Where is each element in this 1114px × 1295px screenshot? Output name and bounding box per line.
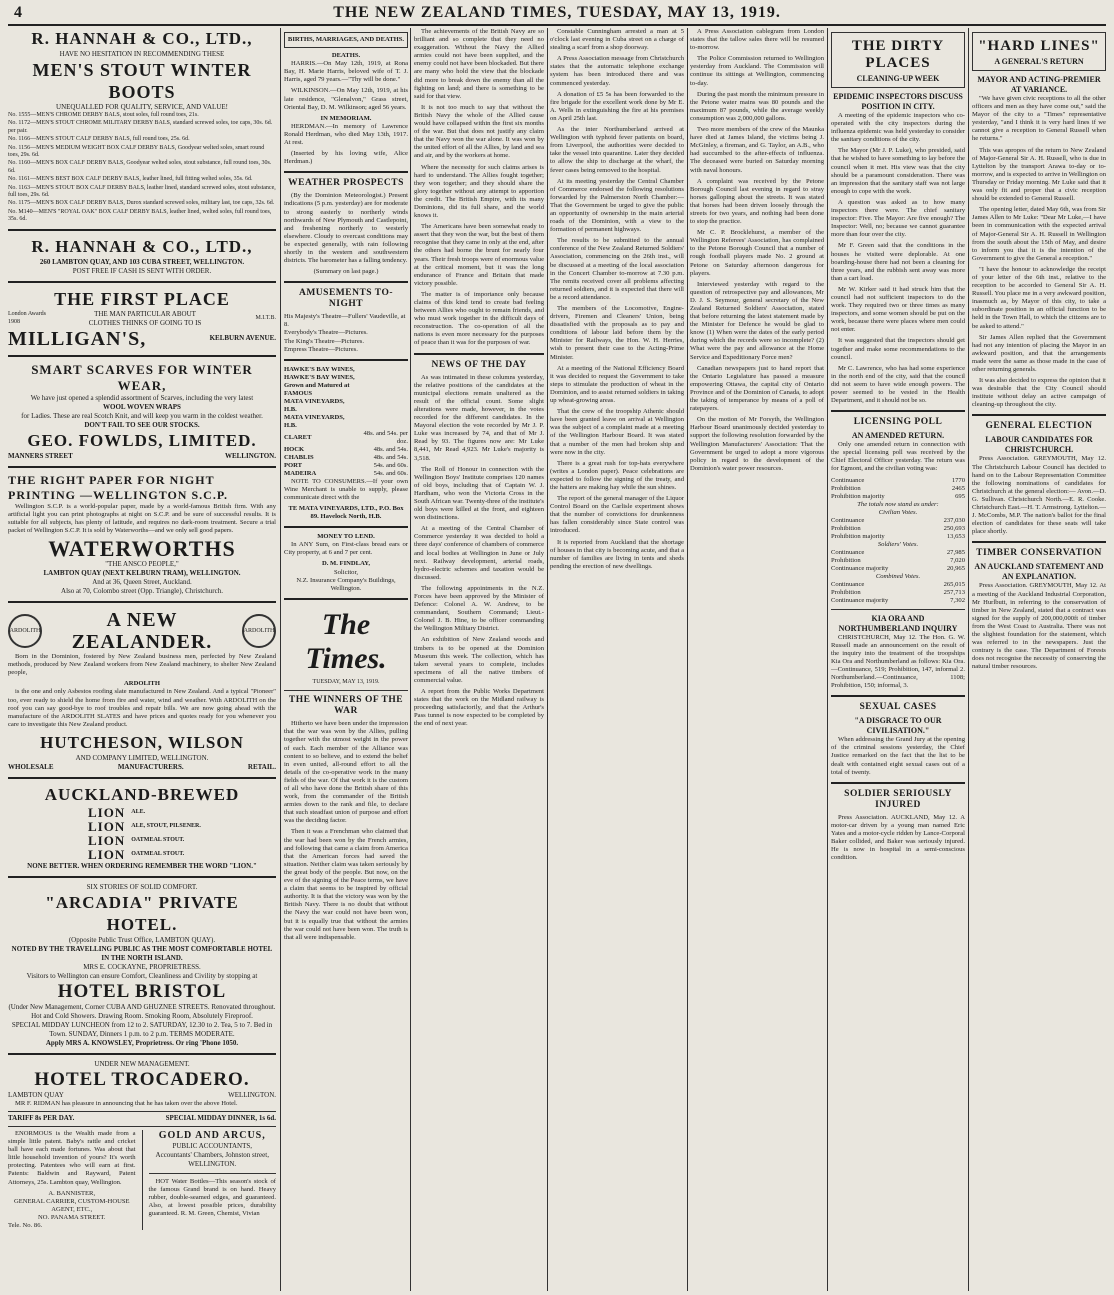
ardolith-body1: Born in the Dominion, fostered by New Zealand business men, perfected by New Zealand methods, produced by New Zealand workers from New Zealand machinery, to shelter New Zealand people, (8, 653, 276, 677)
hannah-item: No. 1555—MEN'S CHROME DERBY BALS, stout soles, full round toes, 21s. (8, 112, 199, 118)
soldier-body: Press Association. AUCKLAND, May 12. A motor-car driven by a young man named Eric Yates and a motor-cycle ridden by Lance-Corporal Baker collided, and Baker was seriously injured. He is now in hospital in a semi-conscious condition. (831, 813, 965, 862)
poll-row (831, 549, 965, 557)
news-paragraph: The members of the Locomotive, Engine-drivers, Firemen and Cleaners' Union, being dissatisfied with the proposals as to pay and conditions of labour laid before them by the Minister for Railways, the Hon. W. H. Herries, wish to present their case to the Acting-Prime Minister. (550, 305, 684, 361)
amusements-list (284, 313, 408, 353)
hannah-item: No. M140—MEN'S "ROYAL OAK" BOX CALF DERBY BALS, leather lined, welted soles, full round toes, 35s. 6d. (8, 208, 272, 223)
dirty-places-paragraph: The Mayor (Mr J. P. Luke), who presided, said that he wished to have something to lay before the council when it met. His view was that the city should be a paramount consideration. There was an impression that the sanitary staff was not large enough to cope with the work. (831, 147, 965, 195)
hannah-item: No. 1161—MEN'S BEST BOX CALF DERBY BALS, leather lined, full fitting welted soles, 35s. 6d. (8, 176, 253, 183)
hannah-item: No. 1163—MEN'S STOUT BOX CALF DERBY BALS, leather lined, standard screwed soles, stout substance, full toes, 29s. 6d. (8, 184, 276, 199)
election-body: Press Association. GREYMOUTH, May 12. The Christchurch Labour Council has decided to hand on to the Labour Representation Committee the following nominations of candidates for Christchurch at the general election:— Avon.—D. G. Sullivan. Christchurch North.—E. R. Cooke. Christchurch East.—H. T. Armstrong. Lyttelton.—J. McCombs, M.P. The nation's ballot for the final election of candidates for these seats will take place shortly. (972, 455, 1106, 536)
poll-value: 7,020 (950, 556, 965, 564)
poll-label: Continuance (831, 476, 865, 484)
trocadero-street: LAMBTON QUAY (8, 1090, 64, 1099)
milligan-row (8, 310, 276, 328)
waterworths-tagline: "THE ANSCO PEOPLE," (105, 560, 179, 569)
scarves-headline: SMART SCARVES FOR WINTER WEAR, (31, 361, 253, 393)
news-paragraph: The Police Commission returned to Wellington yesterday from Auckland. The Commission will continue its sittings at Wellington, commencing to-day. (690, 55, 824, 87)
timber-sub: AN AUCKLAND STATEMENT AND AN EXPLANATION. (974, 562, 1104, 582)
fowlds-name: GEO. FOWLDS, LIMITED. (27, 430, 257, 450)
poll-row (831, 509, 965, 517)
wine-price: 48s. and 54s. (373, 453, 408, 461)
lion-kind: ALE. (131, 809, 146, 816)
memoriam-notice: (Inserted by his loving wife, Alice Herdman.) (284, 150, 408, 166)
column-4-body (550, 28, 684, 571)
news-body (414, 374, 544, 729)
election-title: GENERAL ELECTION (985, 421, 1093, 432)
hannah-line2: UNEQUALLED FOR QUALITY, SERVICE, AND VALUE! (56, 103, 228, 111)
wine-row (284, 446, 408, 454)
news-paragraph: Constable Cunningham arrested a man at 5 o'clock last evening in Cuba street on a charge of stealing a scarf from a shop doorway. (550, 28, 684, 52)
poll-row (831, 565, 965, 573)
news-paragraph: Canadian newspapers just to hand report that the Ontario Legislature has passed a measure empowering Ottawa, the capital city of Ontario Province and of the Dominion of Canada, to adopt the taking of temperance by means of a poll of ratepayers. (690, 364, 824, 413)
poll-value: 7,302 (950, 596, 965, 604)
bristol-line2: SPECIAL MIDDAY LUNCHEON from 12 to 2. SATURDAY, 12.30 to 2. Tea, 5 to 7. Bed in Town. SUNDAY, Dinners 1 p.m. to 2 p.m. TERMS MODERATE. (11, 1020, 273, 1038)
editorial-continued (414, 28, 544, 348)
editorial-paragraph: Then it was a Frenchman who claimed that the war had been won by the French armies, and following that came a claim from America that the American forces had saved the situation. Neither claim was taken seriously by the great body of the people. But now, on the eve of the signing of the Peace terms, we have a claim that seems to be inspired by official authority. It is that the victory was won by the British Navy. There is no doubt that without the Navy the war could not have been won, but it is equally true that without the armies the war could not have been won. The truth is that all were indispensable. (284, 828, 408, 941)
trocadero-special: SPECIAL MIDDAY DINNER, 1s 6d. (165, 1114, 276, 1122)
hard-lines-subtitle: A GENERAL'S RETURN (994, 57, 1084, 66)
wine-price: 54s. and 60s. (373, 461, 408, 469)
poll-label: Continuance (831, 548, 865, 556)
wine-row (284, 390, 408, 398)
arcadia-line2: Visitors to Wellington can ensure Comfort, Cleanliness and Civility by stopping at (26, 971, 258, 980)
editorial-body (284, 720, 408, 942)
lion-word: LION (88, 804, 126, 820)
poll-row (831, 541, 965, 549)
news-paragraph: On the motion of Mr Forsyth, the Wellington Harbour Board unanimously decided yesterday to support the following resolution forwarded by the Wellington Manufacturers' Association: That the Government be urged to adopt a more vigorous policy in regard to the development of the Dominion's water power resources. (690, 416, 824, 472)
editorial-paragraph: The achievements of the British Navy are so brilliant and so complete that they need no exaggeration. Without the Navy the Allied armies could not have been supplied, and the enemy could not have been blockaded. But there are many who hold the view that the blockade did more to break down the enemy than all the fighting on land; and there is something to be said for that view. (414, 28, 544, 100)
arcadia-line1: NOTED BY THE TRAVELLING PUBLIC AS THE MOST COMFORTABLE HOTEL IN THE NORTH ISLAND. (11, 944, 273, 962)
dirty-places-paragraph: Mr C. Lawrence, who has had some experience in the north end of the city, said that the council did not seem to have wide enough powers. The power seemed to be vested in the Health Department, and it should not be so. (831, 364, 965, 405)
lion-word: LION (88, 846, 126, 862)
trocadero-tariff: TARIFF 8s PER DAY. (8, 1114, 75, 1122)
ardolith-badge-right: ARDOLITH (242, 614, 276, 648)
poll-value: 237,030 (943, 516, 965, 524)
fowlds-city: WELLINGTON. (224, 451, 276, 460)
column-ads (8, 28, 276, 1291)
poll-label: Prohibition majority (831, 492, 885, 500)
poll-value: 27,985 (946, 548, 965, 556)
poll-label: Prohibition (831, 588, 861, 596)
news-paragraph: The results to be submitted to the annual conference of the New Zealand Returned Soldiers' Association, commencing on the 26th inst., will be discussed at a meeting of the local association in the Concert Chamber to-morrow at 7.30 p.m. The remits received cover all problems affecting returned soldiers, and it is expected that there will be a record attendance. (550, 237, 684, 301)
column-rule (280, 28, 281, 1291)
poll-row (831, 517, 965, 525)
sexual-body: When addressing the Grand Jury at the opening of the criminal sessions yesterday, the Chief Justice remarked on the fact that the list to be dealt with contained eight sexual cases out of a total of twenty. (831, 736, 965, 776)
news-paragraph: During the past month the minimum pressure in the Petone water mains was 80 pounds and the maximum 87 pounds, while the average weekly consumption was 2,000,000 gallons. (690, 90, 824, 122)
enormous-body: ENORMOUS is the Wealth made from a simple little patent. Baby's rattle and cricket ball have each made fortunes. Was about that little household invention of yours? It's worth protecting. Patentees who will earn at first. Patents: Baldwin and Rayward, Patent Attorneys, 25s. Lambton quay, Wellington. (8, 1130, 136, 1186)
trocadero-city: WELLINGTON. (228, 1090, 276, 1099)
scp-headline: THE RIGHT PAPER FOR NIGHT PRINTING —WELLINGTON S.C.P. (8, 472, 229, 502)
hard-lines-body (972, 95, 1106, 409)
trocadero-top: UNDER NEW MANAGEMENT. (94, 1059, 190, 1068)
column-7 (972, 28, 1106, 1291)
column-rule (410, 28, 411, 1291)
news-paragraph: That the crew of the troopship Athenic should have been granted leave on arrival at Wellington was the subject of a complaint made at a meeting of the Wellington Harbour Board. It was stated that a number of the men had broken ship and were now in the city. (550, 408, 684, 456)
amusement-item: His Majesty's Theatre—Fullers' Vaudeville, at 8. (284, 313, 406, 329)
milligan-line2: CLOTHES THINKS OF GOING TO IS (88, 318, 202, 327)
hannah-item: No. 1172—MEN'S STOUT CHROME MILITARY DERBY BALS, standard screwed soles, toe caps, 30s. 6d. per pair. (8, 120, 273, 134)
column-6 (831, 28, 965, 1291)
column-5-body (690, 28, 824, 473)
poll-row (831, 485, 965, 493)
editorial-paragraph: Where the necessity for such claims arises is hard to understand. The Allies fought together; they won together; and they should share the glory together without any attempt to apportion the credit. The British Empire, with its many Dominions, did its full share, and the world knows it. (414, 163, 544, 220)
hutcheson-name: HUTCHESON, WILSON (40, 732, 244, 752)
hutcheson-wholesale: WHOLESALE (8, 762, 54, 771)
wines-note: NOTE TO CONSUMERS.—If your own Wine Merchant is unable to supply, please communicate direct with the (284, 477, 408, 501)
wine-row (284, 470, 408, 478)
wine-name: CLARET (284, 433, 312, 441)
dirty-places-sub: EPIDEMIC INSPECTORS DISCUSS POSITION IN CITY. (833, 92, 963, 111)
hutcheson-manufacturers: MANUFACTURERS. (117, 762, 184, 771)
poll-row (831, 573, 965, 581)
wine-name: PORT (284, 461, 303, 469)
trocadero-name: HOTEL TROCADERO. (34, 1068, 250, 1090)
lion-footer: NONE BETTER. WHEN ORDERING REMEMBER THE WORD "LION." (27, 861, 257, 870)
news-paragraph: At its meeting yesterday the Central Chamber of Commerce endorsed the following resolutions forwarded by the Palmerston North Chamber:—That the Government be urged to give the public an opportunity of ownership in the main arterial roads of the Dominion, with a view to the formation of permanent highways. (550, 177, 684, 234)
hard-lines-paragraph: "We have given civic receptions to all the other officers and men as they have come out," said the Mayor of the city to a "Times" representative yesterday, "and I think it is very hard lines if we cannot give a reception to General Russell when he returns." (972, 95, 1106, 143)
lion-kind: OATMEAL STOUT. (131, 837, 185, 844)
timber-body: Press Association. GREYMOUTH, May 12. At a meeting of the Auckland Industrial Corporation, Mr Hurlbutt, in referring to the conservation of timber in New Zealand, stated that a contract was signed for the supply of 200,000,000ft of timber from the West Coast to Australia. There was not the slightest foundation for the statement, which was referred to in the newspapers. Just the contrary is the case. The Department of Forests does not recognise the necessity of conserving the natural timber resources. (972, 582, 1106, 671)
news-paragraph: Two more members of the crew of the Maunka have died at James Island, the victims being J. McGinley, a fireman, and G. Taylor, an A.B., who had succumbed to the after-effects of influenza. The deceased were buried on Saturday morning with naval honours. (690, 126, 824, 174)
bannister-line3: Tele. No. 86. (8, 1222, 43, 1230)
poll-value: 20,965 (946, 564, 965, 572)
poll-label: Prohibition (831, 524, 861, 532)
amusements-title: AMUSEMENTS TO-NIGHT (298, 288, 393, 310)
poll-label: Continuance majority (831, 564, 889, 572)
hard-lines-paragraph: "I have the honour to acknowledge the receipt of your letter of the 6th inst., relative to the reception to be accorded to General Sir A. H. Russell. You place me in a very awkward position, inasmuch as, by Mayor of this city, to take a subordinate position in an official function to be held in the Town Hall, to which the citizens are to be asked to attend." (972, 265, 1106, 330)
news-paragraph: The Roll of Honour in connection with the Wellington Boys' Institute comprises 120 names of old boys, including that of Captain W. J. Hardham, who won the Victoria Cross in the South African war. Twenty-three of the institute's old boys were killed at the front, and eighteen won distinctions. (414, 465, 544, 522)
wine-name: CHABLIS (284, 453, 314, 461)
hutcheson-retail: RETAIL. (247, 762, 276, 771)
hard-lines-title: "HARD LINES" (978, 38, 1100, 54)
editorial-paragraph: It is not too much to say that without the British Navy the whole of the Allied cause would have collapsed within the first six months of the war. But that does not justify any claim that the Navy won the war alone. It was won by the united effort of all the Allies, by land and sea and air, and by the workers at home. (414, 103, 544, 160)
election-sub: LABOUR CANDIDATES FOR CHRISTCHURCH. (985, 435, 1093, 455)
money-name: D. M. FINDLAY, (321, 560, 371, 568)
scarves-line4: DON'T FAIL TO SEE OUR STOCKS. (84, 420, 200, 429)
page-number: 4 (14, 4, 22, 21)
news-paragraph: As was intimated in these columns yesterday, the relative positions of the candidates at the municipal elections remain unaltered as the result of the official count. Some slight alterations were made, however, in the votes recorded for the different candidates. In the Mayoral election the vote recorded by Mr J. P. Luke was increased by 74, and that of Mr J. Read by 93. The figures now are: Mr Luke 8,441, Mr Read 4,923. Mr Luke's majority is 3,518. (414, 373, 544, 462)
gold-line1: PUBLIC ACCOUNTANTS, (172, 1142, 253, 1150)
poll-label: Civilian Votes. (878, 508, 918, 516)
poll-row (831, 581, 965, 589)
gold-line2: Accountants' Chambers, Johnston street, WELLINGTON. (155, 1151, 269, 1168)
ardolith-headline1: A NEW (106, 609, 178, 632)
wine-row (284, 382, 408, 390)
editorial-title: THE WINNERS OF THE WAR (288, 695, 404, 717)
news-paragraph: A report from the Public Works Department states that the work on the Midland railway is proceeding satisfactorily, and that the Arthur's Pass tunnel is now expected to be completed by the end of next year. (414, 688, 544, 728)
hannah-item-list (8, 112, 276, 224)
poll-value: 2465 (951, 484, 965, 492)
poll-row (831, 477, 965, 485)
poll-value: 250,693 (943, 524, 965, 532)
hannah2-note: POST FREE IF CASH IS SENT WITH ORDER. (72, 266, 212, 275)
lion-item (88, 820, 276, 834)
death-notice: WILKINSON.—On May 12th, 1919, at his late residence, "Glenalvon," Grass street, Oriental Bay, D. M. Wilkinson; aged 56 years. (284, 87, 408, 111)
poll-row (831, 525, 965, 533)
kia-title: KIA ORA AND NORTHUMBERLAND INQUIRY (838, 613, 958, 633)
poll-label: Continuance (831, 580, 865, 588)
money-headline: MONEY TO LEND. (317, 533, 375, 541)
poll-label: Prohibition majority (831, 532, 885, 540)
wine-price (355, 382, 408, 390)
scarves-line1: We have just opened a splendid assortment of Scarves, including the very latest (30, 393, 254, 402)
kia-body: CHRISTCHURCH, May 12. The Hon. G. W. Russell made an announcement on the result of the inquiry into the treatment of the troopships Kia Ora and Northumberland as follows: Kia Ora.—Continuance, 519; Prohibition, 147, informal 2. Northumberland.—Continuance, 1108; Prohibition, 150; informal, 3. (831, 633, 965, 690)
fowlds-street: MANNERS STREET (8, 451, 73, 460)
news-paragraph: As the inter Northumberland arrived at Wellington with typhoid fever patients on board, from Liverpool, the authorities were decided to take the vessel into quarantine. Later they decided to allow the ship to discharge at the wharf, the fever cases being removed to the hospital. (550, 126, 684, 174)
poll-value: 257,713 (943, 588, 965, 596)
bristol-name: HOTEL BRISTOL (57, 980, 227, 1002)
deaths-header: DEATHS. (331, 52, 361, 60)
news-paragraph: A Press Association message from Christchurch states that the automatic telephone exchange system has been introduced there and was commenced yesterday. (550, 55, 684, 87)
licensing-title: LICENSING POLL (853, 417, 943, 428)
scp-body: Wellington S.C.P. is a world-popular paper, made by a world-famous British firm. With any artificial light you can print photographs at night on S.C.P. and be sure of successful results. It is suitable for all subjects, has plenty of latitude, and requires no dark-room treatment. Secure a trial packet of Wellington S.C.P. It is sold by Waterworths—and we only sell good papers. (8, 502, 276, 534)
poll-value: 1770 (951, 476, 965, 484)
timber-title: TIMBER CONSERVATION (976, 548, 1102, 559)
dirty-places-paragraph: A meeting of the epidemic inspectors who co-operated with the city inspectors during the influenza epidemic was held yesterday to consider the sanitary conditions of the city. (831, 112, 965, 144)
ardolith-headline2: ZEALANDER. (71, 631, 213, 654)
hot-water-body: HOT Water Bottles—This season's stock of the famous Grand brand is on hand. Heavy rubber, double-seamed edges, and guaranteed. Also, at lowest possible prices, durability guaranteed. R. M. Green, Chemist, Vivian (148, 1178, 276, 1218)
gold-name: GOLD AND ARCUS, (158, 1130, 266, 1141)
dirty-places-subtitle: CLEANING-UP WEEK (856, 74, 940, 83)
sexual-title: SEXUAL CASES (859, 702, 937, 713)
milligan-line1: THE MAN PARTICULAR ABOUT (94, 309, 196, 318)
lion-kind: ALE, STOUT, PILSENER. (131, 823, 201, 830)
wine-name: MATA VINEYARDS, H.B. (284, 413, 345, 429)
wine-name: FAMOUS (284, 389, 313, 397)
editorial-paragraph: The matter is of importance only because claims of this kind tend to create bad feeling between Allies who ought to remain friends, and who must work together in the difficult days of reconstruction. The co-operation of all the nations is even more necessary for the purposes of peace than it was for the purposes of war. (414, 290, 544, 347)
bannister-name: A. BANNISTER, (48, 1189, 96, 1197)
poll-label: Prohibition (831, 556, 861, 564)
weather-summary: (Summary on last page.) (313, 268, 379, 276)
news-paragraph: It is reported from Auckland that the shortage of houses in that city is becoming acute, and that a number of families are living in tents and sheds pending the erection of new dwellings. (550, 538, 684, 570)
wine-price (355, 390, 408, 398)
dirty-places-paragraph: Mr W. Kirker said it had struck him that the council had not sufficient inspectors to do the work. They required two or three times as many inspectors, and some women should be put on the work, because there were places where men could not enter. (831, 285, 965, 334)
hard-lines-paragraph: This was apropos of the return to New Zealand of Major-General Sir A. H. Russell, who is due in Lyttelton by the transport Arawa to-day or to-morrow, and is expected to arrive in Wellington on Thursday or Friday morning. Mr Luke said that it was only fit and proper that a civic reception should be extended to General Russell. (972, 146, 1106, 203)
wine-row (284, 430, 408, 446)
poll-value: 695 (955, 492, 965, 500)
wine-price: 48s. and 54s. (373, 445, 408, 453)
hutcheson-line1: AND COMPANY LIMITED, WELLINGTON. (75, 753, 209, 762)
column-rule (827, 28, 828, 1291)
poll-row (831, 557, 965, 565)
milligan-headline: THE FIRST PLACE (54, 288, 230, 309)
column-rule (547, 28, 548, 1291)
money-line1: Solicitor, (333, 568, 359, 576)
scarves-line3: for Ladies. These are real Scotch Knit, and will keep you warm in the coldest weather. (21, 411, 263, 420)
poll-label: The totals now stand as under: (857, 500, 939, 508)
lion-kind: OATMEAL STOUT. (131, 851, 185, 858)
arcadia-proprietor: MRS E. COCKAYNE, PROPRIETRESS. (83, 962, 201, 971)
column-5 (690, 28, 824, 1291)
wine-name: HOCK (284, 445, 305, 453)
editorial-paragraph: The Americans have been somewhat ready to assert that they won the war, but the best of them recognise that they came in only at the end, after the others had borne the brunt for nearly four years. Their fresh troops were of enormous value at the critical moment, but it was the long endurance of France and Britain that made victory possible. (414, 223, 544, 287)
hannah-item: No. 1175—MEN'S BOX CALF DERBY BALS, Durox standard screwed soles, military last, toe caps, 32s. 6d. (8, 200, 275, 207)
ardolith-badge-left: ARDOLITH (8, 614, 42, 648)
licensing-sub: AN AMENDED RETURN. (851, 431, 945, 441)
wine-name: MADEIRA (284, 469, 317, 477)
hannah-headline: MEN'S STOUT WINTER BOOTS (32, 60, 252, 102)
news-paragraph: An exhibition of New Zealand woods and timbers is to be opened at the Dominion Museum this week. The collection, which has taken several years to complete, includes specimens of all the native timbers of commercial value. (414, 636, 544, 684)
news-paragraph: At a meeting of the Central Chamber of Commerce yesterday it was decided to hold a three days' conference of chambers of commerce and local bodies at Wellington in June or July next. Railway development, arterial roads, hydro-electric schemes and taxation would be discussed. (414, 525, 544, 581)
milligan-tag-left: London Awards 1908 (8, 311, 46, 325)
poll-row (831, 597, 965, 605)
hannah2-name: R. HANNAH & CO., LTD., (31, 236, 253, 256)
poll-table (831, 477, 965, 605)
hard-lines-paragraph: It was also decided to express the opinion that it was desirable that the City Council should institute without delay an active campaign of cleaning-up throughout the city. (972, 377, 1106, 409)
memoriam-notice: HERDMAN.—In memory of Lawrence Ronald Herdman, who died May 13th, 1917. At rest. (284, 122, 408, 147)
milligan-tag-right: M.I.T.B. (255, 314, 276, 321)
lion-headline: AUCKLAND-BREWED (44, 784, 240, 804)
memoriam-list (284, 123, 408, 166)
paper-title: The Times. (305, 607, 387, 675)
lion-word: LION (88, 832, 126, 848)
wine-name: MATA VINEYARDS, H.B. (284, 397, 345, 413)
news-title: NEWS OF THE DAY (431, 359, 527, 370)
poll-label: Prohibition (831, 484, 861, 492)
bannister-line1: GENERAL CARRIER, CUSTOM-HOUSE AGENT, ETC., (13, 1197, 130, 1213)
wine-price (355, 374, 408, 382)
soldier-title: SOLDIER SERIOUSLY INJURED (844, 788, 952, 810)
lion-item (88, 834, 276, 848)
money-body: In ANY Sum, on First-class bread ears or City property, at 6 and 7 per cent. (284, 541, 408, 557)
bristol-line1: (Under New Management, Corner CUBA AND GHUZNEE STREETS. Renovated throughout. Hot and Cold Showers. Drawing Room. Smoking Room, Absolutely Fireproof. (8, 1002, 276, 1020)
wines-table (284, 366, 408, 478)
dirty-places-paragraph: Mr F. Green said that the conditions in the houses he visited were deplorable. At one boarding-house there had not been a cleaning for three years, and the rubbish sent away was more than a cart load. (831, 242, 965, 282)
hard-lines-paragraph: Sir James Allen replied that the Government had not any intention of placing the Mayor in an awkward position, and that the arrangements made were the same as those made in the case of other returning generals. (972, 333, 1106, 373)
hard-lines-paragraph: The opening letter, dated May 6th, was from Sir James Allen to Mr Luke: "Dear Mr Luke,—I have been in communication with the expected arrival of Major-General Sir A. H. Russell in Wellington from the south about the 15th of May, and desire to inform you that it is the intention of the Government to give the General a reception." (972, 206, 1106, 262)
milligan-address: KELBURN AVENUE. (209, 334, 276, 343)
news-paragraph: Mr C. P. Brocklehurst, a member of the Wellington Referees' Association, has complained to the Petone Borough Council that a number of rough football players made No. 2 ground at Petone on Saturday afternoon dangerous for players. (690, 229, 824, 277)
column-4 (550, 28, 684, 1291)
amusement-item: The King's Theatre—Pictures. (284, 337, 364, 345)
news-paragraph: The following appointments in the N.Z. Forces have been approved by the Minister of Defence: Colonel A. W. Andrew, to be commandant, Southern Command; Lieut.-Colonel J. B. Hine, to be officer commanding the Wellington Military District. (414, 584, 544, 633)
editorial-date: TUESDAY, MAY 13, 1919. (312, 678, 380, 685)
wine-price: 54s. and 60s. (373, 469, 408, 477)
news-paragraph: There is a great rush for top-hats everywhere (writes a London paper). Peace celebrations are expected to follow the signing of the treaty, and the hatters are making hay while the sun shines. (550, 459, 684, 491)
wine-name: Grown and Matured at (284, 381, 350, 389)
news-paragraph: A Press Association cablegram from London states that the tallow sales there will be resumed to-morrow. (690, 28, 824, 52)
column-3 (414, 28, 544, 1291)
waterworths-address1: LAMBTON QUAY (NEXT KELBURN TRAM), WELLINGTON. (43, 569, 241, 578)
wines-footer: TE MATA VINEYARDS, LTD., P.O. Box 89. Havelock North, H.B. (288, 505, 404, 521)
wine-row (284, 414, 408, 430)
arcadia-name: "ARCADIA" PRIVATE HOTEL. (45, 892, 239, 934)
milligan-name: MILLIGAN'S, (8, 327, 147, 350)
amusement-item: Everybody's Theatre—Pictures. (284, 329, 368, 337)
lion-item-list (8, 806, 276, 862)
dirty-places-title: THE DIRTY PLACES (851, 38, 945, 71)
masthead (8, 0, 1106, 26)
waterworths-address2: And at 36, Queen Street, Auckland. (92, 578, 192, 587)
wine-price (355, 414, 408, 430)
wine-price (355, 366, 408, 374)
wine-price (355, 398, 408, 414)
death-notice: HARRIS.—On May 12th, 1919, at Rona Bay, H. Marie Harris, beloved wife of T. J. Harris, aged 79 years.—"Thy will be done." (284, 60, 408, 84)
hannah-line1: HAVE NO HESITATION IN RECOMMENDING THESE (59, 50, 225, 58)
hannah-item: No. 1160—MEN'S BOX CALF DERBY BALS, Goodyear welted soles, stout substance, full round toes, 30s. 6d. (8, 160, 272, 174)
deaths-list (284, 60, 408, 112)
lion-word: LION (88, 818, 126, 834)
hannah-item: No. 1156—MEN'S MEDIUM WEIGHT BOX CALF DERBY BALS, Goodyear welted soles, smart round toes, 29s. 6d. (8, 144, 265, 159)
wine-row (284, 462, 408, 470)
poll-row (831, 493, 965, 501)
poll-value: 13,653 (946, 532, 965, 540)
hannah2-address: 260 LAMBTON QUAY, AND 103 CUBA STREET, WELLINGTON. (39, 257, 245, 266)
bristol-contact: Apply MRS A. KNOWSLEY, Proprietress. Or ring 'Phone 1050. (45, 1038, 239, 1047)
waterworths-name: WATERWORTHS (48, 536, 236, 562)
money-line2: N.Z. Insurance Company's Buildings, Wellington. (296, 576, 396, 592)
amusement-item: Empress Theatre—Pictures. (284, 345, 358, 353)
hannah-item: No. 1166—MEN'S STOUT CALF DERBY BALS, full round toes, 25s. 6d. (8, 136, 190, 143)
wine-name: HAWKE'S BAY WINES, (284, 373, 355, 381)
bmd-header: BIRTHS, MARRIAGES, AND DEATHS. (284, 32, 408, 48)
lion-item (88, 806, 276, 820)
poll-value: 265,015 (943, 580, 965, 588)
news-paragraph: Interviewed yesterday with regard to the question of retrospective pay and allowances, Mr D. J. S. Seymour, general secretary of the New Zealand Returned Soldiers' Association, stated that before returning the latest statement made by the Minister for Defence he would be glad to know (1) When were the dates of the early period during which the records were so incomplete? (2) What were the pay and allowance at the Home Service and Expeditionary Force men? (690, 280, 824, 361)
memoriam-header: IN MEMORIAM. (320, 114, 372, 122)
wine-row (284, 366, 408, 374)
poll-row (831, 533, 965, 541)
poll-row (831, 589, 965, 597)
dirty-places-paragraph: A question was asked as to how many inspectors there were. The chief sanitary inspector: Five. The Mayor: Are five enough? The Inspector: Well, no; because we cannot guarantee more than four over the city. (831, 198, 965, 239)
hard-lines-sub: MAYOR AND ACTING-PREMIER AT VARIANCE. (977, 75, 1101, 94)
poll-label: Combined Votes. (875, 572, 921, 580)
masthead-title: THE NEW ZEALAND TIMES, TUESDAY, MAY 13, 1919. (333, 4, 781, 21)
poll-label: Soldiers' Votes. (877, 540, 919, 548)
dirty-places-paragraph: It was suggested that the inspectors should get together and make some recommendations to the council. (831, 337, 965, 361)
news-paragraph: At a meeting of the National Efficiency Board it was decided to request the Government to take steps to stimulate the production of wheat in the Dominion, and to assist returned soldiers in taking up wheat-growing areas. (550, 364, 684, 405)
column-rule (687, 28, 688, 1291)
dirty-places-body (831, 112, 965, 405)
ardolith-body2: is the one and only Asbestos roofing slate manufactured in New Zealand. And a typical "Pioneer" too, ever ready to shield the home from fire and water, wind and weather. With ARDOLITH on the roof you can say good-bye to roof troubles and repair bills. We are now going ahead with the manufacture of the ARDOLITH SLATES and have prices and quotes ready for you whenever you care to investigate this New Zealand product. (8, 688, 276, 728)
hannah-name: R. HANNAH & CO., LTD., (31, 29, 253, 48)
editorial-paragraph: Hitherto we have been under the impression that the war was won by the Allies, pulling together with the utmost weight in the power of each. Each member of the Alliance was content to so believe, and to extend the belief in even united, all-round effort to all the details of the co-operative work in the many fields of the war. Of that work it is the custom of all who have done the British share of this work, from the commander of the British armies down to the rank and file, to declare that such steadfast union of purpose and effort was the deciding factor. (284, 720, 408, 825)
sexual-sub: "A DISGRACE TO OUR CIVILISATION." (854, 716, 942, 736)
arcadia-address: (Opposite Public Trust Office, LAMBTON QUAY). (68, 935, 216, 944)
wine-row (284, 398, 408, 414)
scarves-line2: WOOL WOVEN WRAPS (103, 402, 181, 411)
news-paragraph: A complaint was received by the Petone Borough Council last evening in regard to stray horses galloping about the streets. It was stated that horses had been driven loosely through the streets for two years, and nothing had been done to stop the practice. (690, 177, 824, 226)
weather-title: WEATHER PROSPECTS (288, 178, 404, 189)
bannister-line2: NO. PANAMA STREET. (38, 1213, 106, 1221)
waterworths-address3: Also at 70, Colombo street (Opp. Triangle), Christchurch. (61, 587, 223, 596)
wine-price: 48s. and 54s. per doz. (363, 429, 408, 445)
licensing-intro: Only one amended return in connection with the special licensing poll was received by the Chief Electoral Officer yesterday. The return was for Egmont, and the civilian voting was: (831, 441, 965, 473)
column-notices (284, 28, 408, 1291)
poll-label: Continuance (831, 516, 865, 524)
ardolith-name: ARDOLITH (124, 680, 160, 688)
weather-body: (By the Dominion Meteorologist.) Present indications (5 p.m. yesterday) are for moderate to strong easterly to northerly winds northwards of New Plymouth and Castlepoint, and freshening northerly to westerly elsewhere. Cloudy to overcast conditions may be expected generally, with rain following shortly in the western and southwestern districts. The barometer has a falling tendency. (284, 192, 408, 265)
arcadia-top: SIX STORIES OF SOLID COMFORT. (86, 882, 198, 891)
wine-row (284, 454, 408, 462)
poll-label: Continuance majority (831, 596, 889, 604)
column-rule (968, 28, 969, 1291)
wine-name: HAWKE'S BAY WINES, (284, 365, 355, 373)
trocadero-line1: MR F. RIDMAN has pleasure in announcing that he has taken over the above Hotel. (15, 1099, 238, 1107)
wine-row (284, 374, 408, 382)
news-paragraph: The report of the general manager of the Liquor Control Board on the Carlisle experiment shows that the number of convictions for drunkenness has fallen considerably since State control was introduced. (550, 495, 684, 535)
lion-item (88, 848, 276, 862)
news-paragraph: A donation of £5 5s has been forwarded to the fire brigade for the excellent work done by Mr E. A. Wells in extinguishing the fire at his premises on April 25th last. (550, 90, 684, 122)
poll-row (831, 501, 965, 509)
